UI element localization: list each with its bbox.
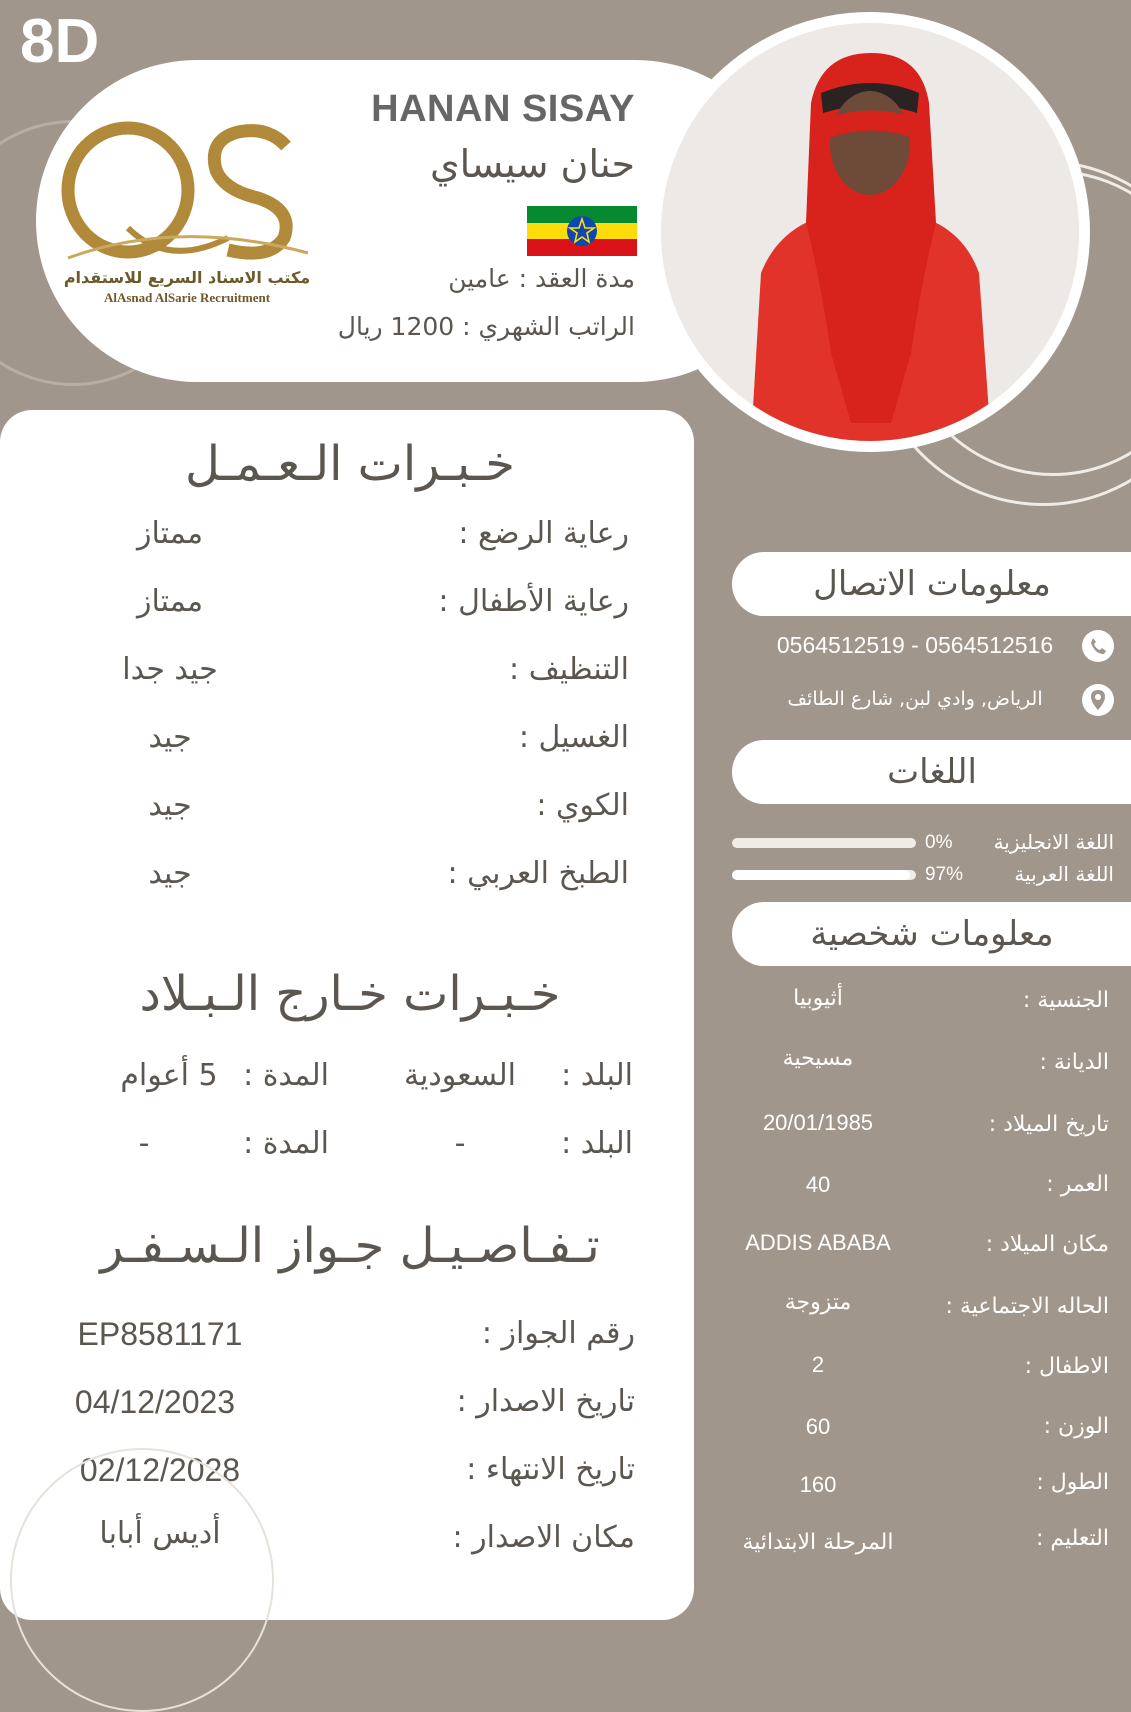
personal-header <box>732 902 1131 966</box>
work-item-value: جيد <box>148 720 192 755</box>
candidate-code: 8D <box>20 7 100 76</box>
work-item-label: الغسيل : <box>518 720 629 755</box>
personal-children: 2 <box>811 1352 825 1377</box>
abroad-duration: - <box>138 1126 150 1161</box>
work-item-value: جيد <box>148 788 192 823</box>
contract-duration: مدة العقد : عامين <box>448 264 635 293</box>
work-item-value: جيد جدا <box>122 652 218 687</box>
phone-icon <box>1082 630 1114 662</box>
abroad-country-label: البلد : <box>561 1058 633 1093</box>
personal-item-label: الاطفال : <box>1024 1354 1109 1379</box>
location-pin-icon <box>1082 684 1114 716</box>
abroad-experience-title: خـبـرات خـارج الـبـلاد <box>139 966 561 1022</box>
language-arabic-percent: 97% <box>925 864 964 885</box>
passport-item-label: رقم الجواز : <box>481 1316 635 1351</box>
work-experience-title: خـبـرات الـعـمـل <box>185 436 515 492</box>
personal-item-label: الديانة : <box>1039 1050 1109 1075</box>
passport-issue-date: 04/12/2023 <box>74 1384 236 1420</box>
personal-item-label: الجنسية : <box>1022 988 1109 1013</box>
personal-nationality: أثيوبيا <box>793 986 843 1011</box>
personal-marital-status: متزوجة <box>784 1290 852 1315</box>
passport-issue-place: أديس أبابا <box>99 1516 221 1551</box>
personal-item-label: الحاله الاجتماعية : <box>945 1294 1109 1319</box>
qs-logo-icon <box>58 118 316 268</box>
personal-item-label: التعليم : <box>1035 1526 1109 1551</box>
decor-circle-bottom <box>10 1448 274 1712</box>
work-item-label: رعاية الرضع : <box>458 516 629 551</box>
work-item-label: الكوي : <box>536 788 629 823</box>
work-item-value: جيد <box>148 856 192 891</box>
name-english: HANAN SISAY <box>371 88 635 130</box>
language-arabic-bar <box>732 870 916 880</box>
abroad-country: - <box>454 1126 466 1161</box>
work-item-value: ممتاز <box>136 516 204 551</box>
abroad-country-label: البلد : <box>561 1126 633 1161</box>
contact-title: معلومات الاتصال <box>813 564 1051 604</box>
passport-item-label: تاريخ الاصدار : <box>456 1384 635 1419</box>
personal-item-label: الوزن : <box>1043 1414 1109 1439</box>
candidate-photo <box>661 23 1079 441</box>
personal-item-label: الطول : <box>1036 1470 1109 1495</box>
language-arabic-bar-fill <box>732 870 910 880</box>
work-item-label: التنظيف : <box>509 652 629 687</box>
personal-title: معلومات شخصية <box>810 914 1054 954</box>
passport-item-label: مكان الاصدار : <box>452 1520 635 1555</box>
name-arabic: حنان سيساي <box>429 142 635 186</box>
personal-religion: مسيحية <box>782 1046 854 1071</box>
abroad-duration-label: المدة : <box>243 1058 329 1093</box>
personal-item-label: مكان الميلاد : <box>985 1232 1109 1257</box>
company-logo <box>58 118 316 318</box>
personal-birth-place: ADDIS ABABA <box>745 1230 891 1255</box>
monthly-salary: الراتب الشهري : 1200 ريال <box>337 312 635 341</box>
ethiopia-flag-icon <box>527 206 637 256</box>
personal-height: 160 <box>799 1472 837 1497</box>
personal-age: 40 <box>805 1172 831 1197</box>
language-english-percent: 0% <box>925 832 953 853</box>
passport-item-label: تاريخ الانتهاء : <box>466 1452 635 1487</box>
personal-birth-date: 20/01/1985 <box>762 1110 874 1135</box>
logo-english-name: AlAsnad AlSarie Recruitment <box>103 290 271 305</box>
logo-arabic-name: مكتب الاسناد السريع للاستقدام <box>63 268 311 287</box>
abroad-duration-label: المدة : <box>243 1126 329 1161</box>
abroad-duration: 5 أعوام <box>120 1058 218 1093</box>
languages-header <box>732 740 1131 804</box>
abroad-country: السعودية <box>403 1058 516 1093</box>
passport-number: EP8581171 <box>77 1316 243 1352</box>
passport-details-title: تـفـاصـيـل جـواز الـسـفـر <box>100 1218 600 1274</box>
personal-education: المرحلة الابتدائية <box>742 1530 894 1555</box>
work-item-label: الطبخ العربي : <box>447 856 629 891</box>
personal-item-label: العمر : <box>1046 1172 1109 1197</box>
contact-address: الرياض, وادي لبن, شارع الطائف <box>787 688 1043 710</box>
language-arabic-label: اللغة العربية <box>1014 862 1114 886</box>
work-item-label: رعاية الأطفال : <box>438 584 629 619</box>
contact-phones: 0564512519 - 0564512516 <box>776 632 1054 658</box>
passport-expiry-date: 02/12/2028 <box>79 1452 241 1488</box>
language-english-label: اللغة الانجليزية <box>993 830 1114 854</box>
languages-title: اللغات <box>887 752 977 792</box>
work-item-value: ممتاز <box>136 584 204 619</box>
personal-weight: 60 <box>805 1414 831 1439</box>
contact-header <box>732 552 1131 616</box>
language-english-bar <box>732 838 916 848</box>
personal-item-label: تاريخ الميلاد : <box>988 1112 1109 1137</box>
